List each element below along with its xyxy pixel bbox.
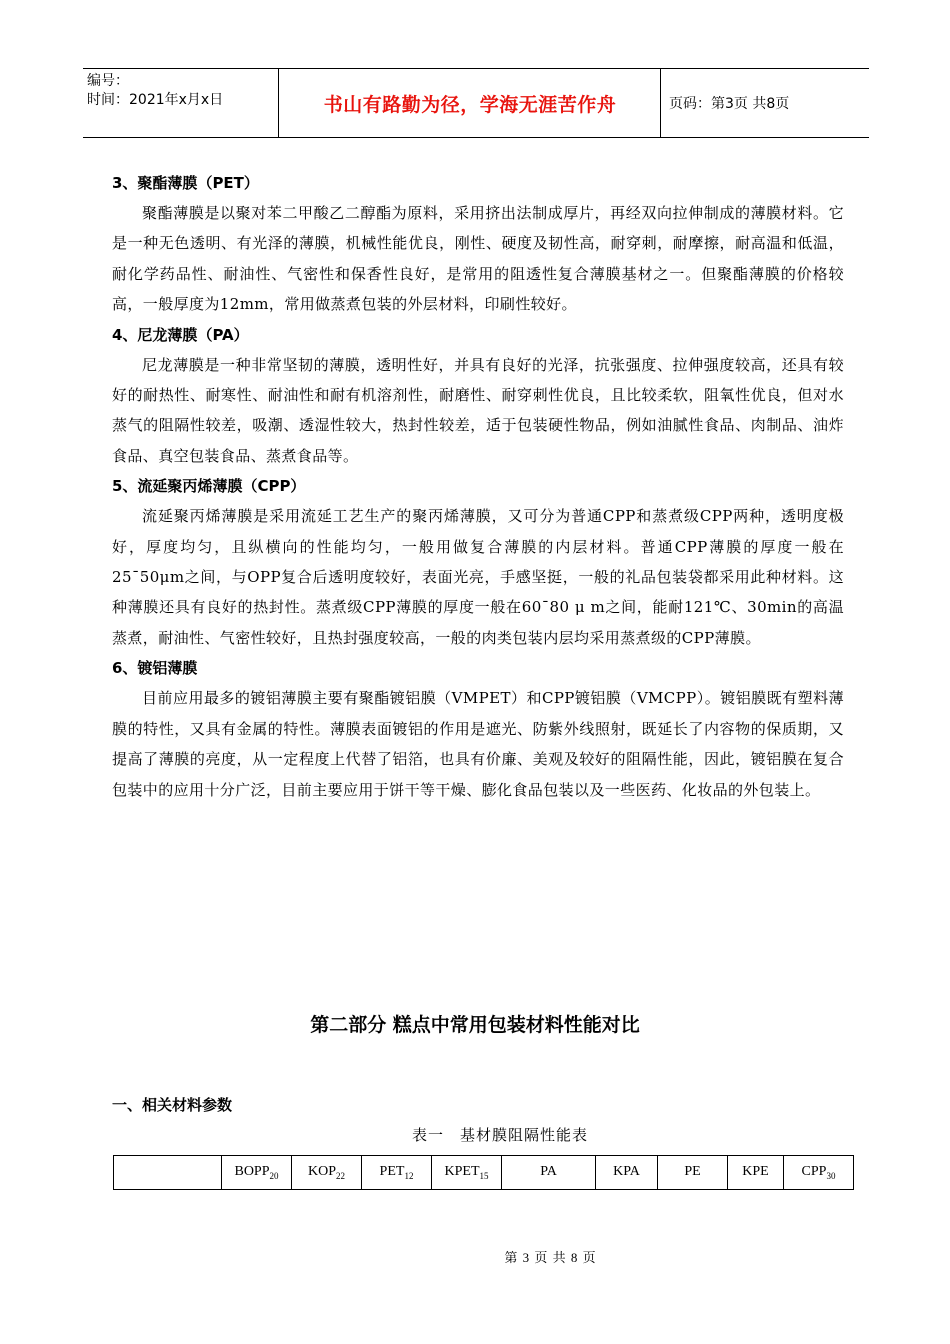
section-paragraph: 流延聚丙烯薄膜是采用流延工艺生产的聚丙烯薄膜，又可分为普通CPP和蒸煮级CPP两种，透明度极好，厚度均匀，且纵横向的性能均匀，一般用做复合薄膜的内层材料。普通CPP薄膜的厚度一般在25¯50μm之间，与OPP复合后透明度较好，表面光亮，手感坚挺，一般的礼品包装袋都采用此种材料。这种薄膜还具有良好的热封性。蒸煮级CPP薄膜的厚度一般在60¯80 μ m之间，能耐121℃、30min的高温蒸煮，耐油性、气密性较好，且热封强度较高，一般的肉类包装内层均采用蒸煮级的CPP薄膜。 <box>112 507 844 647</box>
document-time: 时间：2021年x月x日 <box>87 92 224 108</box>
section-heading: 3、聚酯薄膜（PET） <box>112 174 259 192</box>
table-header-cell: PA <box>502 1156 596 1190</box>
section-pa <box>112 320 844 472</box>
table-header-cell: KPE <box>728 1156 784 1190</box>
section-heading: 5、流延聚丙烯薄膜（CPP） <box>112 477 306 496</box>
section-paragraph: 目前应用最多的镀铝薄膜主要有聚酯镀铝膜（VMPET）和CPP镀铝膜（VMCPP）。镀铝膜既有塑料薄膜的特性，又具有金属的特性。薄膜表面镀铝的作用是遮光、防紫外线照射，既延长了内容物的保质期，又提高了薄膜的亮度，从一定程度上代替了铝箔，也具有价廉、美观及较好的阻隔性能，因此，镀铝膜在复合包装中的应用十分广泛，目前主要应用于饼干等干燥、膨化食品包装以及一些医药、化妆品的外包装上。 <box>112 689 844 799</box>
section-heading: 6、镀铝薄膜 <box>112 659 198 678</box>
table-header-cell: $PET_{12}$ <box>362 1156 432 1190</box>
table-header-cell: $KPET_{15}$ <box>432 1156 502 1190</box>
material-table <box>113 1155 854 1190</box>
document-body <box>112 168 844 805</box>
document-number: 编号： <box>87 73 129 89</box>
part-title: 第二部分 糕点中常用包装材料性能对比 <box>310 1014 640 1036</box>
section-pet <box>112 168 844 320</box>
section-metallized <box>112 653 844 805</box>
section-title: 一、相关材料参数 <box>112 1096 233 1114</box>
section-heading: 4、尼龙薄膜（PA） <box>112 325 249 344</box>
header-motto: 书山有路勤为径，学海无涯苦作舟 <box>280 69 661 137</box>
table-caption: 表一 基材膜阻隔性能表 <box>411 1126 588 1144</box>
table-header-cell <box>114 1156 222 1190</box>
header-page-info: 页码：第3页 共8页 <box>669 96 790 112</box>
table-header-cell: KPA <box>596 1156 658 1190</box>
page-header <box>83 68 869 138</box>
section-paragraph: 聚酯薄膜是以聚对苯二甲酸乙二醇酯为原料，采用挤出法制成厚片，再经双向拉伸制成的薄膜材料。它是一种无色透明、有光泽的薄膜，机械性能优良，刚性、硬度及韧性高，耐穿刺，耐摩擦，耐高温和低温，耐化学药品性、耐油性、气密性和保香性良好，是常用的阻透性复合薄膜基材之一。但聚酯薄膜的价格较高，一般厚度为12mm，常用做蒸煮包装的外层材料，印刷性较好。 <box>112 204 844 314</box>
table-header-cell: $CPP_{30}$ <box>784 1156 854 1190</box>
header-meta <box>83 69 279 137</box>
table-header-cell: $KOP_{22}$ <box>292 1156 362 1190</box>
section-paragraph: 尼龙薄膜是一种非常坚韧的薄膜，透明性好，并具有良好的光泽，抗张强度、拉伸强度较高，还具有较好的耐热性、耐寒性、耐油性和耐有机溶剂性，耐磨性、耐穿刺性优良，且比较柔软，阻氧性优良，但对水蒸气的阻隔性较差，吸潮、透湿性较大，热封性较差，适于包装硬性物品，例如油腻性食品、肉制品、油炸食品、真空包装食品、蒸煮食品等。 <box>112 355 844 465</box>
table-header-cell: $BOPP_{20}$ <box>222 1156 292 1190</box>
page-footer: 第 3 页 共 8 页 <box>504 1250 596 1265</box>
table-header-cell: PE <box>658 1156 728 1190</box>
table-header-row <box>114 1156 854 1190</box>
section-cpp <box>112 471 844 653</box>
